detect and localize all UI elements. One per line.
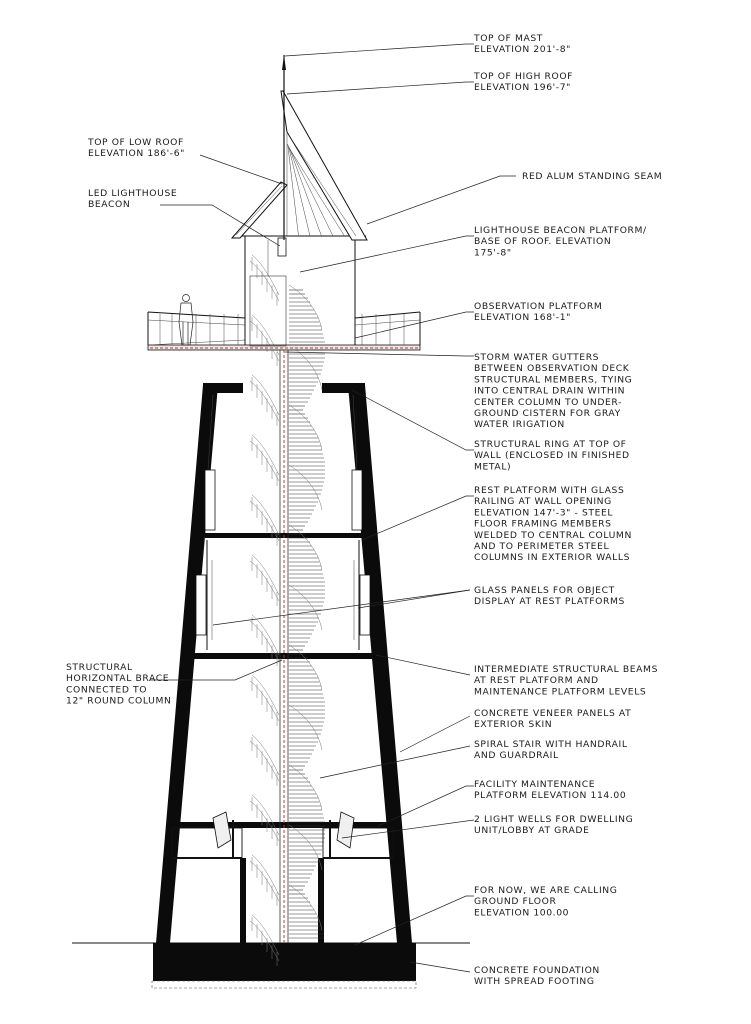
annotation-line: WATER IRIGATION — [474, 419, 565, 431]
annotation-line: PLATFORM ELEVATION 114.00 — [474, 790, 627, 802]
annotation-line: EXTERIOR SKIN — [474, 719, 553, 731]
right-exterior-wall — [348, 385, 412, 943]
rest-platform-middle — [190, 653, 375, 659]
annotation-line: WITH SPREAD FOOTING — [474, 976, 595, 988]
annotation-line: HORIZONTAL BRACE — [66, 673, 170, 685]
beacon-light — [278, 238, 286, 256]
annotation-line: INTO CENTRAL DRAIN WITHIN — [474, 385, 626, 397]
concrete-foundation — [153, 943, 416, 981]
structural-ring-left — [203, 383, 243, 393]
annotation-line: UNIT/LOBBY AT GRADE — [474, 825, 590, 837]
annotation-line: ELEVATION 196'-7" — [474, 82, 571, 94]
observation-deck — [148, 295, 420, 351]
annotation-led-beacon — [88, 188, 177, 210]
annotation-line: RED ALUM STANDING SEAM — [522, 171, 663, 182]
annotation-line: STORM WATER GUTTERS — [474, 352, 600, 363]
roof — [232, 55, 367, 240]
annotation-line: WELDED TO CENTRAL COLUMN — [474, 529, 632, 541]
annotation-line: 2 LIGHT WELLS FOR DWELLING — [474, 814, 634, 825]
annotation-light-wells — [474, 814, 633, 836]
maintenance-platform — [172, 822, 394, 828]
annotation-line: ELEVATION 201'-8" — [474, 44, 571, 56]
annotation-line: GROUND CISTERN FOR GRAY — [474, 408, 621, 419]
central-column — [280, 345, 288, 943]
annotation-line: ELEVATION 147'-3" - STEEL — [474, 507, 614, 519]
annotation-line: MAINTENANCE PLATFORM LEVELS — [474, 686, 647, 698]
annotation-line: AT REST PLATFORM AND — [474, 675, 599, 687]
annotation-rest-platform — [474, 485, 632, 563]
spread-footing-outline — [152, 981, 416, 988]
annotation-line: CENTER COLUMN TO UNDER- — [474, 396, 622, 408]
person-figure — [179, 295, 193, 346]
annotation-line: ELEVATION 186'-6" — [88, 148, 185, 160]
annotation-line: REST PLATFORM WITH GLASS — [474, 485, 625, 496]
annotation-line: 175'-8" — [474, 247, 512, 259]
annotation-line: BEACON — [88, 199, 131, 211]
annotation-line: AND TO PERIMETER STEEL — [474, 541, 610, 552]
annotation-line: CONCRETE FOUNDATION — [474, 965, 600, 976]
annotation-top-of-low-roof — [87, 137, 185, 159]
annotation-line: STRUCTURAL RING AT TOP OF — [474, 439, 627, 450]
spiral-stair — [250, 255, 325, 966]
annotation-line: FLOOR FRAMING MEMBERS — [474, 518, 612, 530]
annotation-beacon-platform — [474, 225, 647, 258]
annotation-line: DISPLAY AT REST PLATFORMS — [474, 596, 625, 608]
annotation-line: GLASS PANELS FOR OBJECT — [474, 585, 615, 596]
annotation-line: CONNECTED TO — [66, 684, 148, 696]
lantern-room — [233, 236, 366, 346]
annotation-line: TOP OF LOW ROOF — [88, 137, 184, 148]
annotation-top-of-high-roof — [473, 71, 573, 93]
annotation-observation-platform — [474, 301, 602, 323]
annotation-line: OBSERVATION PLATFORM — [474, 301, 603, 312]
annotation-line: FOR NOW, WE ARE CALLING — [474, 885, 618, 896]
wall-openings — [196, 470, 370, 635]
annotation-maintenance-platform — [474, 779, 626, 801]
annotation-horizontal-brace — [66, 662, 171, 707]
annotation-veneer-panels — [474, 708, 631, 730]
annotation-line: STRUCTURAL MEMBERS, TYING — [474, 374, 633, 386]
annotation-top-of-mast — [473, 33, 571, 55]
annotation-line: COLUMNS IN EXTERIOR WALLS — [474, 552, 631, 564]
annotation-intermediate-beams — [474, 664, 658, 697]
annotation-spiral-stair — [474, 739, 628, 761]
annotation-line: RAILING AT WALL OPENING — [474, 496, 612, 508]
annotation-line: BETWEEN OBSERVATION DECK — [474, 363, 630, 375]
annotation-storm-water — [474, 352, 632, 430]
annotation-line: BASE OF ROOF. ELEVATION — [474, 236, 612, 248]
annotation-foundation — [474, 965, 600, 987]
annotation-line: LIGHTHOUSE BEACON PLATFORM/ — [474, 225, 647, 236]
annotation-line: FACILITY MAINTENANCE — [474, 779, 596, 790]
annotation-line: WALL (ENCLOSED IN FINISHED — [474, 450, 630, 462]
annotation-line: LED LIGHTHOUSE — [88, 188, 178, 199]
light-wells — [172, 812, 393, 943]
annotation-line: 12" ROUND COLUMN — [66, 695, 172, 707]
annotation-line: TOP OF MAST — [474, 33, 543, 44]
structural-ring-right — [322, 383, 365, 393]
annotation-line: ELEVATION 168'-1" — [474, 312, 571, 324]
annotation-ground-floor — [474, 885, 618, 918]
annotation-line: AND GUARDRAIL — [474, 750, 559, 762]
left-exterior-wall — [156, 385, 218, 943]
annotation-line: CONCRETE VENEER PANELS AT — [474, 708, 632, 719]
annotation-line: INTERMEDIATE STRUCTURAL BEAMS — [474, 664, 658, 675]
annotation-standing-seam — [522, 171, 662, 182]
annotation-line: ELEVATION 100.00 — [474, 907, 570, 919]
annotation-glass-panels — [474, 585, 625, 607]
annotation-line: TOP OF HIGH ROOF — [474, 71, 574, 82]
annotation-line: SPIRAL STAIR WITH HANDRAIL — [474, 739, 628, 750]
annotation-line: STRUCTURAL — [66, 662, 133, 673]
annotation-structural-ring — [474, 439, 630, 472]
annotation-line: METAL) — [474, 461, 512, 473]
annotation-line: GROUND FLOOR — [474, 896, 557, 908]
